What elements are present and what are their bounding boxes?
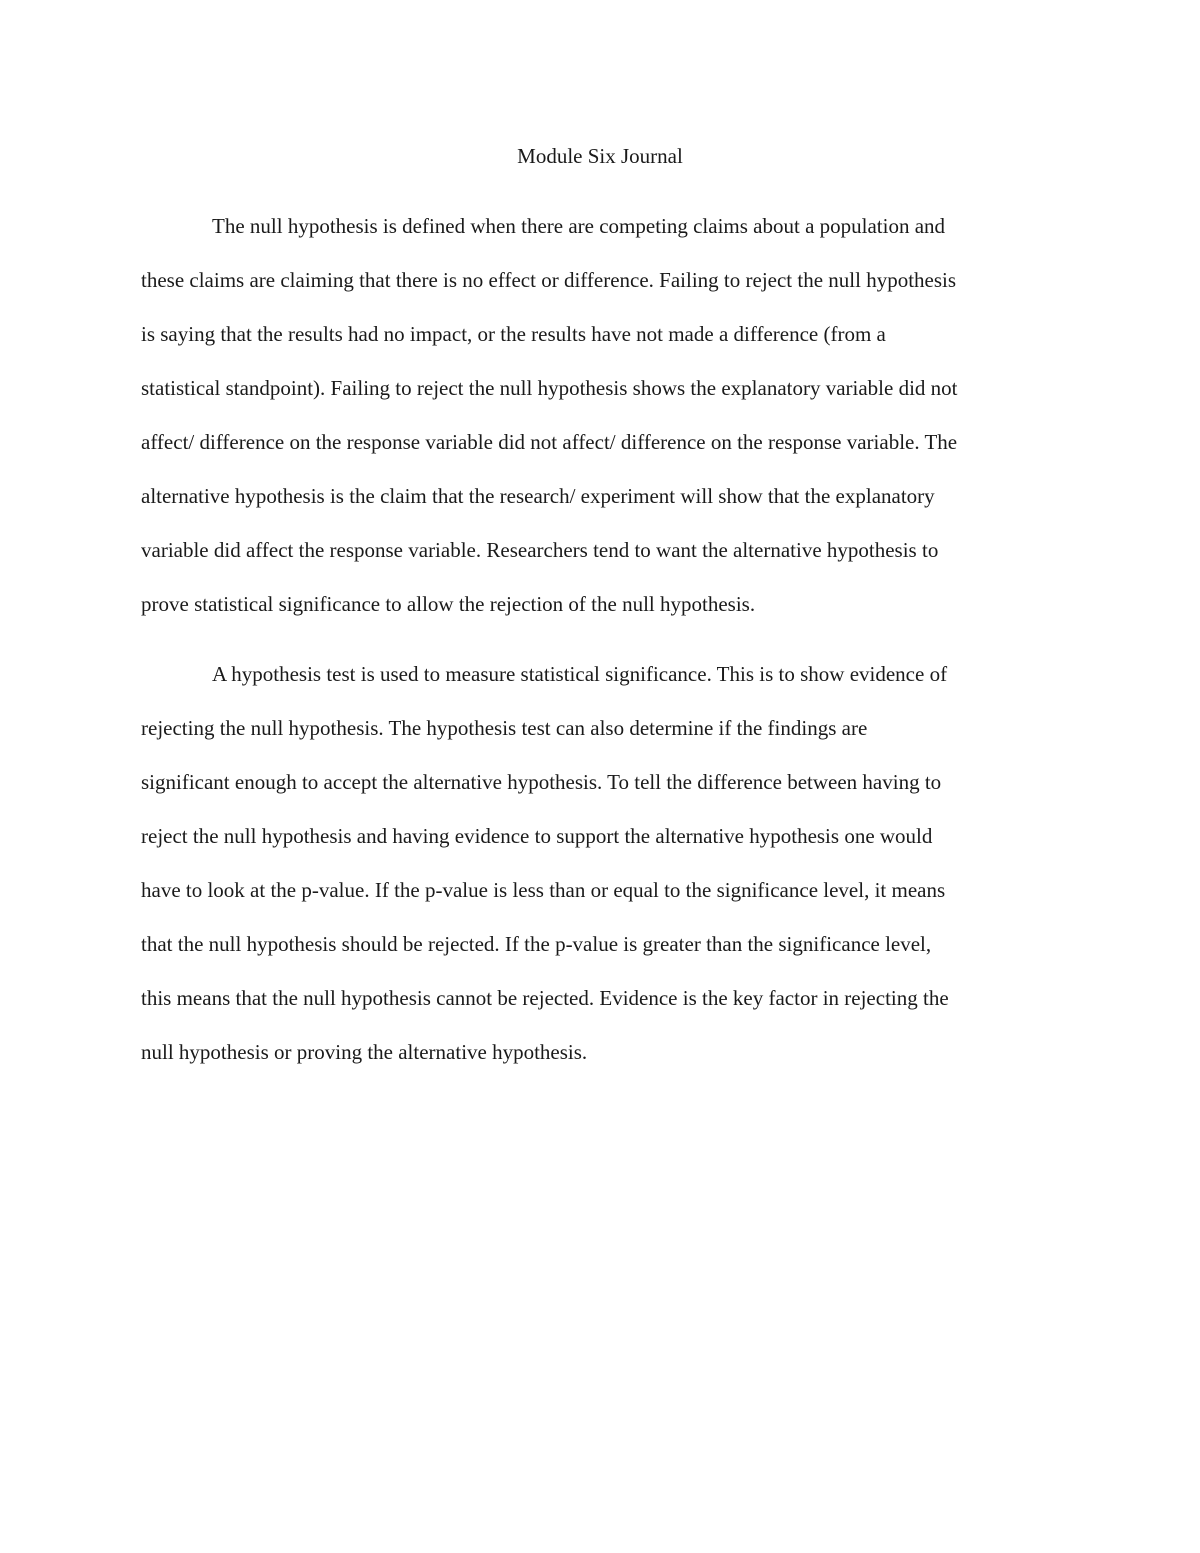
paragraph-1-line-3: is saying that the results had no impact, or the results have not made a difference (from a bbox=[141, 322, 886, 346]
paragraph-2-line-3: significant enough to accept the alternative hypothesis. To tell the difference between having to bbox=[141, 770, 942, 794]
paragraph-2-line-7: this means that the null hypothesis cannot be rejected. Evidence is the key factor in rejecting the bbox=[141, 986, 949, 1010]
paragraph-2-line-1: A hypothesis test is used to measure statistical significance. This is to show evidence of bbox=[212, 662, 948, 686]
paragraph-1-line-1: The null hypothesis is defined when there are competing claims about a population and bbox=[212, 214, 946, 238]
paragraph-1-line-2: these claims are claiming that there is no effect or difference. Failing to reject the null hypothesis bbox=[141, 268, 957, 292]
paragraph-2-line-4: reject the null hypothesis and having evidence to support the alternative hypothesis one would bbox=[141, 824, 933, 848]
paragraph-1-line-8: prove statistical significance to allow the rejection of the null hypothesis. bbox=[141, 592, 756, 616]
paragraph-2-line-5: have to look at the p-value. If the p-value is less than or equal to the significance level, it means bbox=[141, 878, 946, 902]
paragraph-1-line-5: affect/ difference on the response variable did not affect/ difference on the response variable. The bbox=[141, 430, 958, 454]
paragraph-2-line-2: rejecting the null hypothesis. The hypothesis test can also determine if the findings are bbox=[141, 716, 868, 740]
paragraph-2-line-8: null hypothesis or proving the alternative hypothesis. bbox=[141, 1040, 588, 1064]
paragraph-2-line-6: that the null hypothesis should be rejected. If the p-value is greater than the significance level, bbox=[141, 932, 932, 956]
document-title: Module Six Journal bbox=[517, 144, 683, 168]
paragraph-1-line-7: variable did affect the response variable. Researchers tend to want the alternative hypothesis to bbox=[141, 538, 939, 562]
paragraph-1-line-6: alternative hypothesis is the claim that the research/ experiment will show that the explanatory bbox=[141, 484, 935, 508]
paragraph-1-line-4: statistical standpoint). Failing to reject the null hypothesis shows the explanatory variable did not bbox=[141, 376, 958, 400]
